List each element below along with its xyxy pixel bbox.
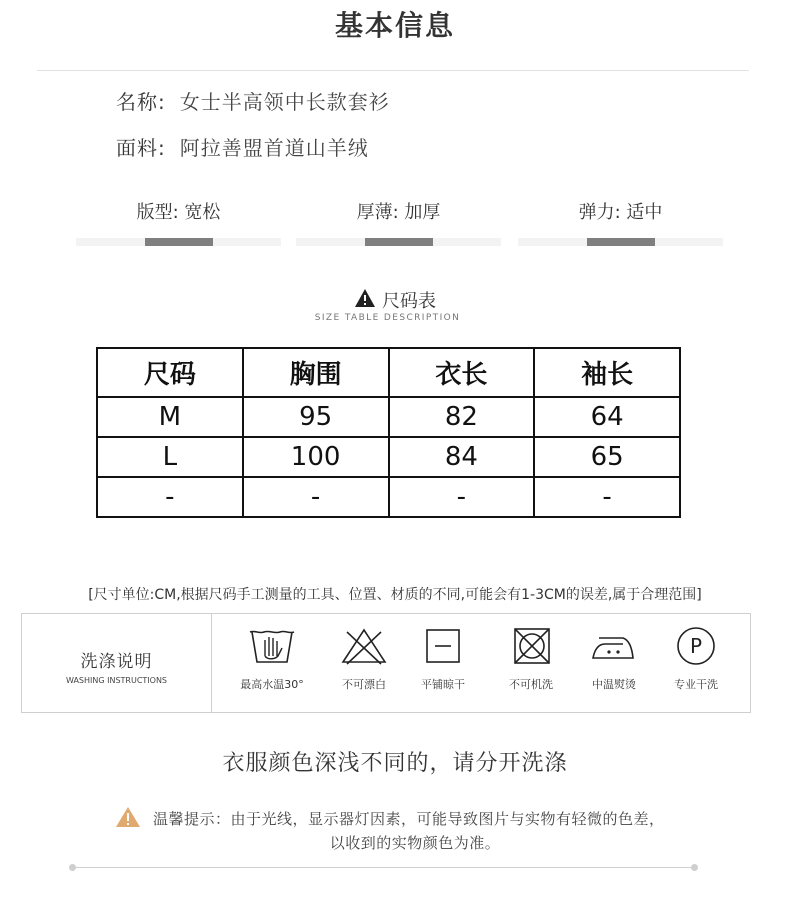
table-cell: - (389, 477, 535, 517)
washing-title-block (22, 614, 212, 712)
hand-wash-icon (247, 626, 297, 666)
wash-item (657, 626, 735, 692)
wash-item-label: 最高水温30° (240, 678, 304, 691)
attribute-elasticity (518, 198, 723, 246)
washing-instructions-panel (21, 613, 751, 713)
table-cell: - (534, 477, 680, 517)
attribute-thickness (296, 198, 501, 246)
product-name-row (116, 86, 390, 115)
table-row (97, 437, 680, 477)
tip-line-1: 温馨提示：由于光线，显示器灯因素，可能导致图片与实物有轻微的色差， (153, 810, 665, 828)
size-table-heading (0, 287, 790, 313)
size-measurement-note: [尺寸单位:CM,根据尺码手工测量的工具、位置、材质的不同,可能会有1-3CM的误差,属于合理范围] (88, 587, 702, 603)
indicator-notch (616, 234, 626, 238)
attribute-fit (76, 198, 281, 246)
tip-line-2: 以收到的实物颜色为准。 (329, 834, 501, 852)
wash-item-label: 平铺晾干 (421, 678, 465, 691)
iron-medium-icon (589, 626, 639, 666)
attribute-scale (76, 238, 281, 246)
washing-title: 洗涤说明 (80, 652, 153, 672)
wash-item (575, 626, 653, 692)
wash-item (325, 626, 403, 692)
warning-triangle-icon (354, 288, 376, 312)
washing-subtitle: WASHING INSTRUCTIONS (65, 676, 168, 685)
table-header-cell: 胸围 (243, 348, 389, 397)
name-label: 名称: (116, 90, 166, 114)
attribute-scale (296, 238, 501, 246)
table-cell: 100 (243, 437, 389, 477)
color-wash-note: 衣服颜色深浅不同的，请分开洗涤 (222, 751, 568, 776)
table-header-cell: 尺码 (97, 348, 243, 397)
size-table (96, 347, 681, 518)
attribute-label: 版型: 宽松 (136, 202, 221, 223)
attribute-indicator (587, 238, 655, 246)
divider-dot (69, 864, 76, 871)
wash-item-label: 中温熨烫 (592, 678, 636, 691)
attribute-indicator (145, 238, 213, 246)
name-value: 女士半高领中长款套衫 (179, 90, 390, 114)
table-cell: 95 (243, 397, 389, 437)
attribute-label: 厚薄: 加厚 (356, 202, 441, 223)
indicator-notch (174, 234, 184, 238)
wash-item (492, 626, 570, 692)
table-cell: M (97, 397, 243, 437)
table-header-row (97, 348, 680, 397)
wash-item (404, 626, 482, 692)
fabric-row (116, 132, 369, 161)
attribute-scale (518, 238, 723, 246)
fabric-value: 阿拉善盟首道山羊绒 (179, 136, 369, 160)
attribute-label: 弹力: 适中 (578, 202, 663, 223)
fabric-label: 面料: (116, 136, 166, 160)
table-row (97, 477, 680, 517)
title-divider (37, 70, 749, 71)
table-cell: 82 (389, 397, 535, 437)
table-cell: 65 (534, 437, 680, 477)
attribute-indicator (365, 238, 433, 246)
table-cell: 64 (534, 397, 680, 437)
wash-item-label: 专业干洗 (674, 678, 718, 691)
no-bleach-icon (339, 626, 389, 666)
wash-item (233, 626, 311, 692)
divider-dot (691, 864, 698, 871)
bottom-divider (72, 867, 694, 868)
table-header-cell: 袖长 (534, 348, 680, 397)
size-table-subtitle: SIZE TABLE DESCRIPTION (314, 313, 461, 323)
flat-dry-icon (418, 626, 468, 666)
indicator-notch (394, 234, 404, 238)
warning-triangle-icon (115, 806, 141, 832)
table-cell: 84 (389, 437, 535, 477)
table-cell: - (97, 477, 243, 517)
svg-text:P: P (689, 634, 703, 658)
dry-clean-p-icon (671, 626, 721, 666)
wash-item-label: 不可漂白 (342, 678, 386, 691)
table-header-cell: 衣长 (389, 348, 535, 397)
no-machine-wash-icon (506, 626, 556, 666)
page-title: 基本信息 (334, 9, 455, 42)
table-cell: - (243, 477, 389, 517)
size-table-title: 尺码表 (382, 291, 436, 312)
table-cell: L (97, 437, 243, 477)
wash-item-label: 不可机洗 (509, 678, 553, 691)
table-row (97, 397, 680, 437)
